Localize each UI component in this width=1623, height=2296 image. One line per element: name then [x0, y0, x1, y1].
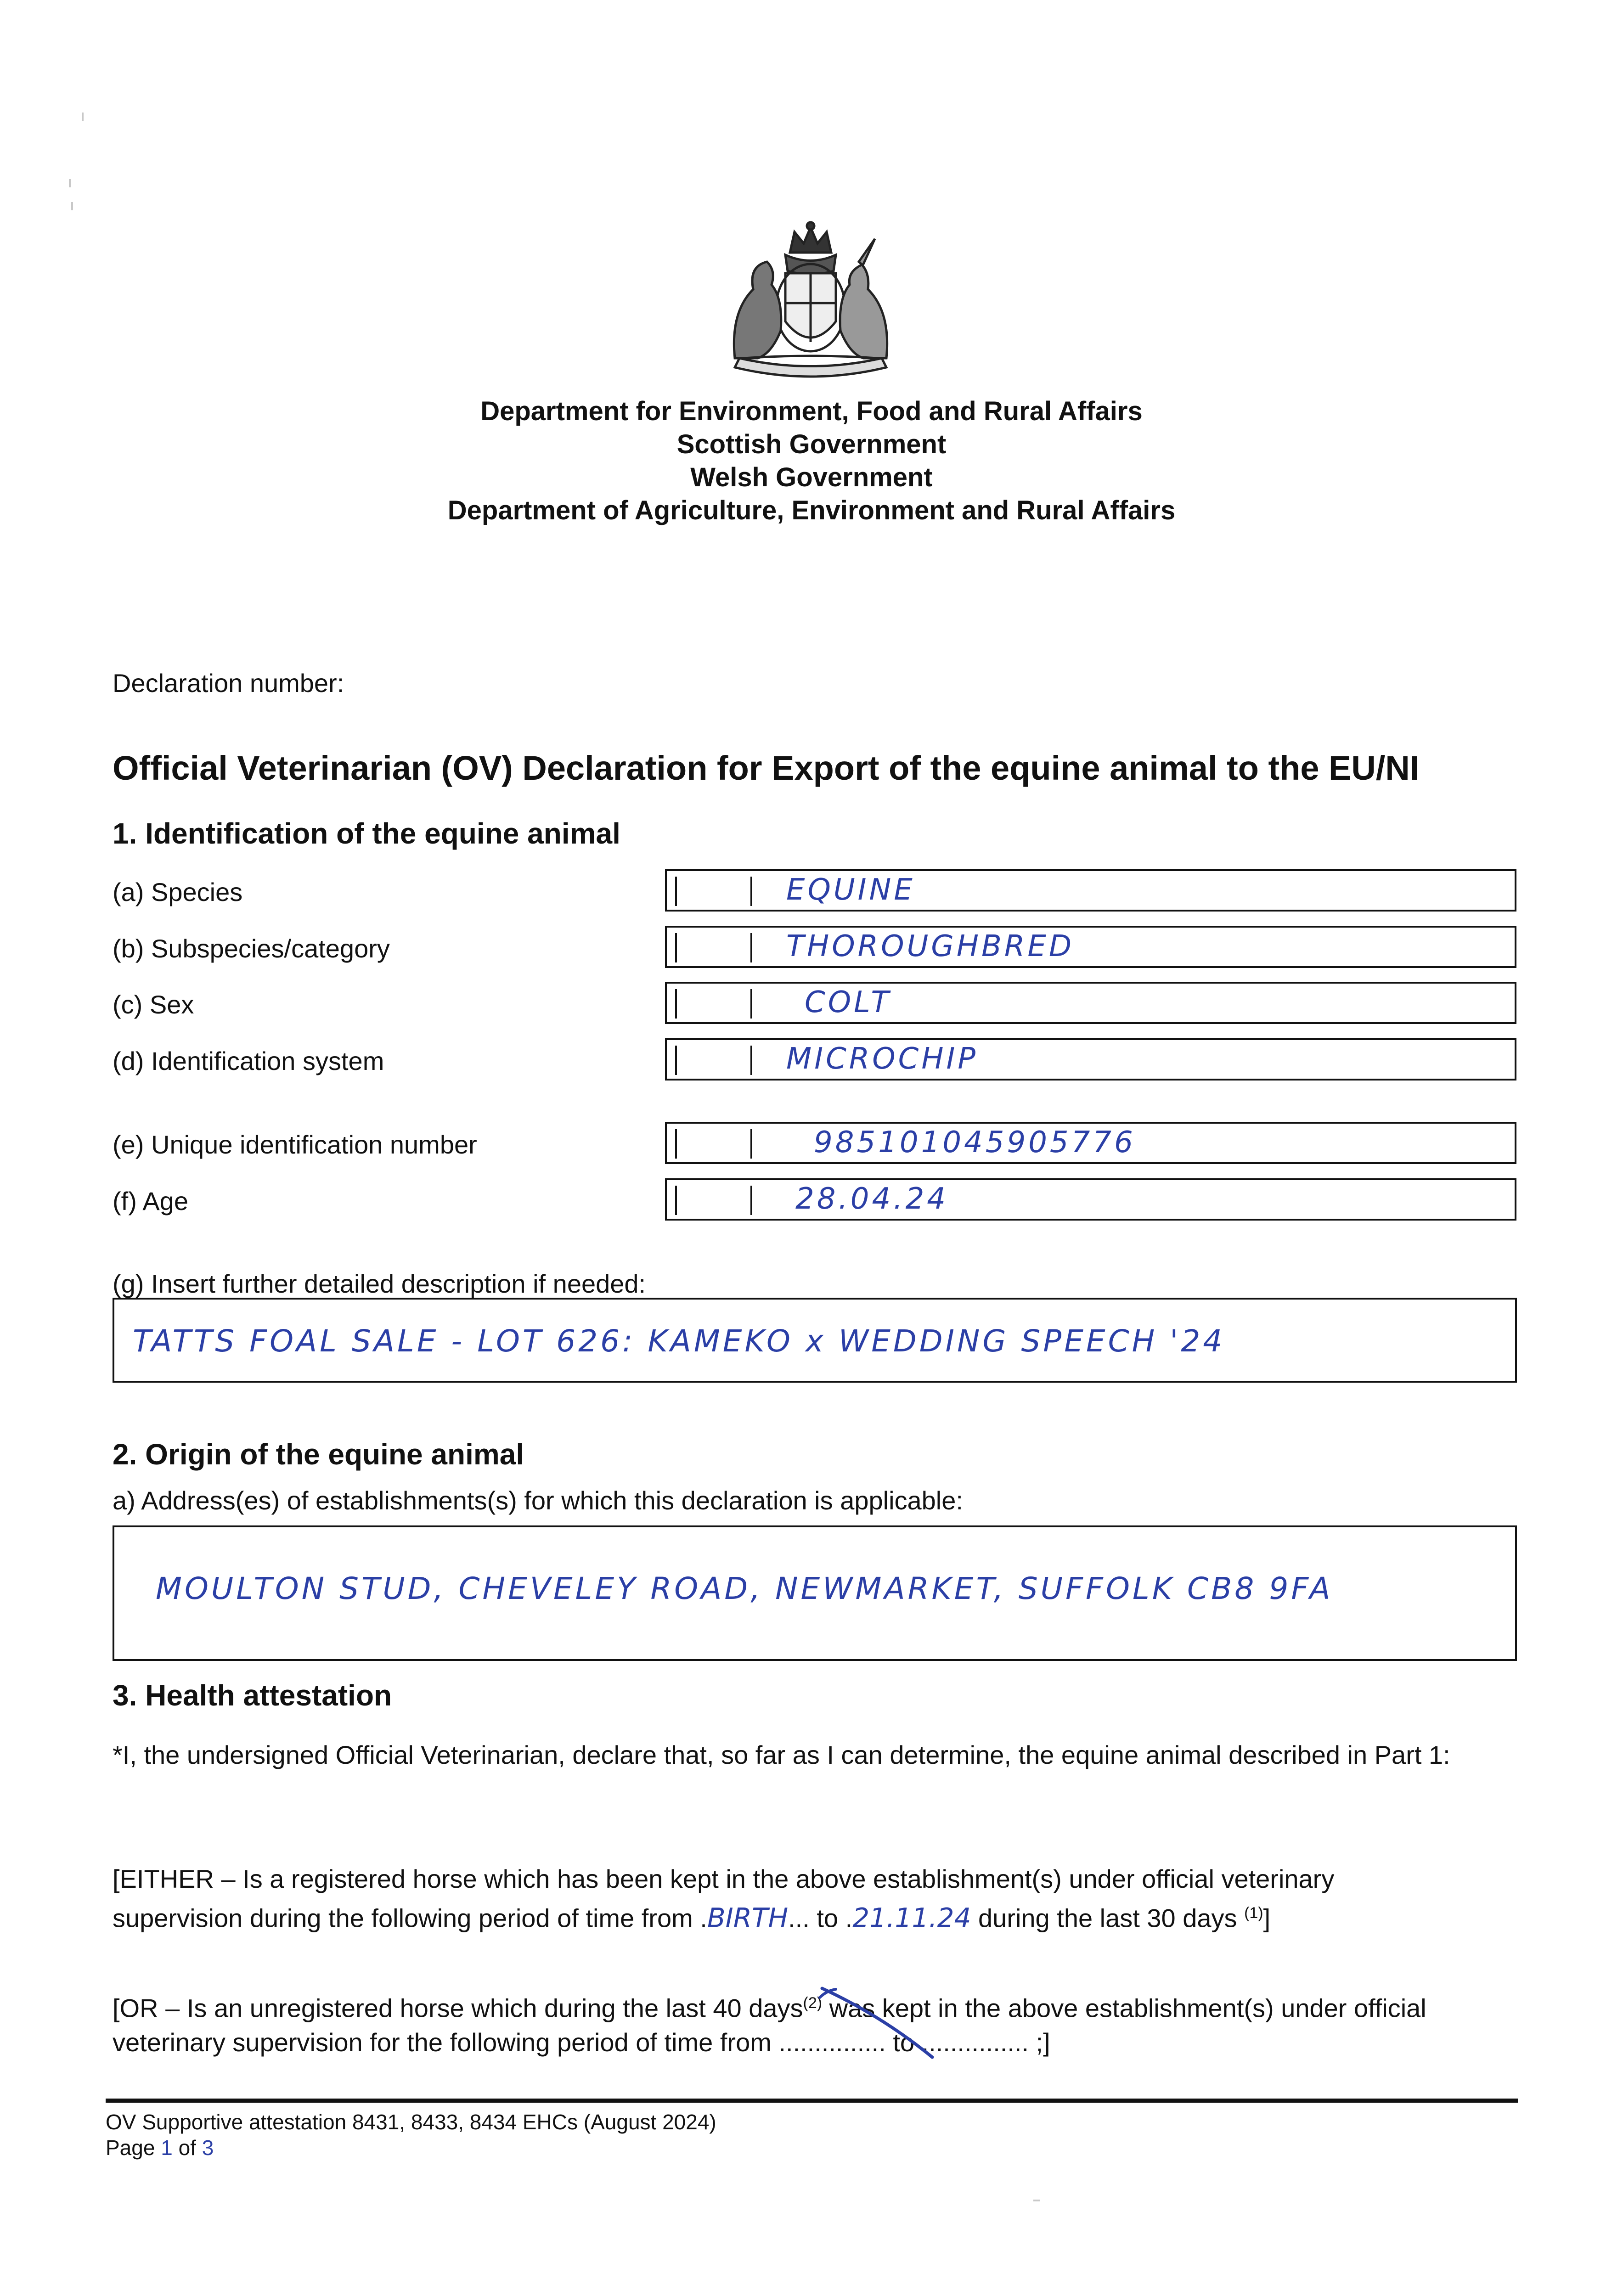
or-line-1-end: was kept in the above establishment(s) under official	[822, 1993, 1426, 2023]
page-number	[106, 2135, 214, 2161]
section-3-heading: 3. Health attestation	[113, 1679, 392, 1712]
section-1-heading: 1. Identification of the equine animal	[113, 817, 620, 850]
either-from-value: BIRTH	[707, 1902, 789, 1934]
species-field[interactable]	[665, 869, 1516, 912]
page-total: 3	[202, 2136, 214, 2160]
identification-system-value: MICROCHIP	[786, 1042, 978, 1076]
footer-reference: OV Supportive attestation 8431, 8433, 8434 EHCs (August 2024)	[106, 2110, 716, 2134]
identification-system-label: (d) Identification system	[113, 1047, 384, 1075]
age-value: 28.04.24	[795, 1182, 948, 1216]
address-value: MOULTON STUD, CHEVELEY ROAD, NEWMARKET, SUFFOLK CB8 9FA	[156, 1571, 1333, 1606]
page-of: of	[172, 2136, 202, 2160]
royal-coat-of-arms-icon	[716, 220, 905, 386]
further-description-label: (g) Insert further detailed description if needed:	[113, 1269, 646, 1298]
page-current: 1	[161, 2136, 173, 2160]
either-to-value: 21.11.24	[852, 1902, 971, 1934]
org-daera: Department of Agriculture, Environment and Rural Affairs	[447, 495, 1176, 525]
either-line-1: [EITHER – Is a registered horse which has been kept in the above establishment(s) under official veterinary	[113, 1864, 1335, 1893]
unique-id-label: (e) Unique identification number	[113, 1130, 477, 1159]
margin-mark	[71, 202, 73, 210]
age-field[interactable]	[665, 1178, 1516, 1221]
sex-label: (c) Sex	[113, 990, 194, 1019]
subspecies-field[interactable]	[665, 926, 1516, 968]
species-label: (a) Species	[113, 878, 243, 906]
unique-id-value: 985101045905776	[814, 1125, 1136, 1159]
org-welsh-government: Welsh Government	[690, 462, 933, 492]
or-footnote-ref: (2)	[803, 1994, 823, 2012]
either-line-2-start: supervision during the following period of time from .	[113, 1903, 707, 1933]
margin-mark	[82, 113, 84, 121]
either-clause	[113, 1862, 1518, 1936]
address-field[interactable]	[113, 1525, 1517, 1661]
margin-mark	[1033, 2200, 1040, 2201]
unique-id-field[interactable]	[665, 1122, 1516, 1164]
document-title: Official Veterinarian (OV) Declaration for Export of the equine animal to the EU/NI	[113, 749, 1420, 787]
or-clause	[113, 1986, 1518, 2060]
declaration-number-label: Declaration number:	[113, 669, 344, 698]
org-scottish-government: Scottish Government	[676, 429, 947, 459]
sex-field[interactable]	[665, 982, 1516, 1024]
sex-value: COLT	[805, 985, 892, 1019]
page-word: Page	[106, 2136, 161, 2160]
either-period-text: during the last 30 days	[971, 1903, 1245, 1933]
species-value: EQUINE	[786, 873, 915, 907]
strike-through-mark-icon	[817, 1979, 955, 2066]
age-label: (f) Age	[113, 1187, 188, 1216]
or-line-1-start: [OR – Is an unregistered horse which during the last 40 days	[113, 1993, 803, 2023]
identification-system-field[interactable]	[665, 1038, 1516, 1080]
margin-mark	[69, 179, 71, 187]
subspecies-label: (b) Subspecies/category	[113, 934, 390, 963]
either-end: ]	[1263, 1903, 1271, 1933]
further-description-value: TATTS FOAL SALE - LOT 626: KAMEKO x WEDDING SPEECH '24	[133, 1323, 1225, 1359]
either-footnote-ref: (1)	[1244, 1904, 1263, 1922]
footer-rule	[106, 2099, 1518, 2103]
health-attestation-intro: *I, the undersigned Official Veterinarian, declare that, so far as I can determine, the equine animal described in Part 1:	[113, 1740, 1450, 1769]
org-defra: Department for Environment, Food and Rural Affairs	[480, 396, 1143, 426]
address-label: a) Address(es) of establishments(s) for which this declaration is applicable:	[113, 1486, 963, 1515]
either-to-text: ... to .	[788, 1903, 853, 1933]
section-2-heading: 2. Origin of the equine animal	[113, 1438, 524, 1471]
further-description-field[interactable]	[113, 1298, 1517, 1383]
subspecies-value: THOROUGHBRED	[786, 929, 1075, 963]
or-line-2: veterinary supervision for the following period of time from ............... to ............... ;]	[113, 2027, 1050, 2057]
